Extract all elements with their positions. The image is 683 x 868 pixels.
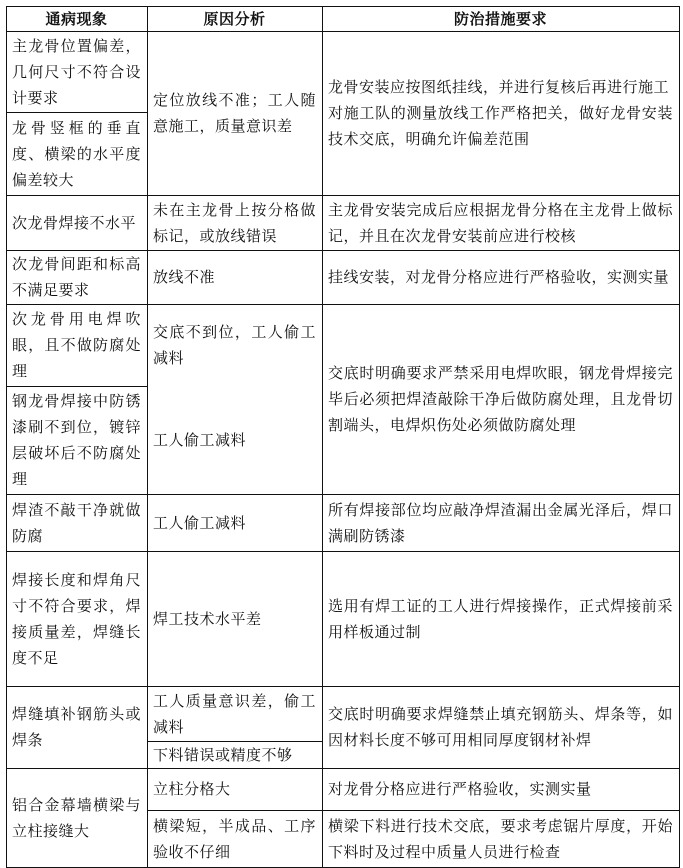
- row2-phenomenon: 龙骨竖框的垂直度、横梁的水平度偏差较大: [12, 118, 141, 189]
- row1-measure: 龙骨安装应按图纸挂线，并进行复核后再进行施工 对施工队的测量放线工作严格把关，做好龙骨安装技术交底，明确允许偏差范围: [328, 78, 673, 148]
- header-cause: 原因分析: [203, 9, 266, 28]
- row7-cause: 工人偷工减料: [153, 513, 247, 532]
- row5-measure: 交底时明确要求严禁采用电焊吹眼，钢龙骨焊接完毕后必须把焊渣敲除干净后做防腐处理，且龙骨切割端头，电焊炽伤处必须做防腐处理: [328, 364, 673, 434]
- row9-cause-2: 下料错误或精度不够: [153, 745, 293, 764]
- row7-phenomenon: 焊渣不敲干净就做防腐: [12, 500, 141, 545]
- row4-phenomenon: 次龙骨间距和标高不满足要求: [12, 255, 141, 299]
- row10-cause: 立柱分格大: [153, 780, 231, 798]
- row1-cause: 定位放线不准；工人随意施工，质量意识差: [153, 91, 316, 135]
- table-rule: [679, 6, 680, 868]
- row6-cause: 工人偷工减料: [153, 431, 247, 449]
- row9-phenomenon: 焊缝填补钢筋头或焊条: [12, 705, 141, 749]
- row9-cause: 工人质量意识差，偷工减料: [153, 691, 316, 736]
- row7-measure: 所有焊接部位均应敲净焊渣漏出金属光泽后，焊口满刷防锈漆: [328, 500, 673, 545]
- header-measure: 防治措施要求: [453, 9, 547, 28]
- row3-cause: 未在主龙骨上按分格做标记，或放线错误: [153, 200, 316, 245]
- row5-cause: 交底不到位，工人偷工减料: [153, 323, 316, 367]
- row4-measure: 挂线安装，对龙骨分格应进行严格验收，实测实量: [328, 268, 670, 286]
- row8-measure: 选用有焊工证的工人进行焊接操作，正式焊接前采用样板通过制: [328, 596, 673, 641]
- row8-phenomenon: 焊接长度和焊角尺寸不符合要求，焊接质量差，焊缝长度不足: [12, 570, 141, 667]
- row10-measure-2: 横梁下料进行技术交底，要求考虑锯片厚度，开始下料时及过程中质量人员进行检查: [328, 817, 673, 861]
- row10-phenomenon: 铝合金幕墙横梁与立柱接缝大: [12, 796, 141, 840]
- row10-cause-2: 横梁短，半成品、工序验收不仔细: [153, 817, 316, 861]
- row1-phenomenon: 主龙骨位置偏差，几何尺寸不符合设计要求: [12, 36, 141, 107]
- header-phenomenon: 通病现象: [45, 9, 108, 28]
- row5-phenomenon: 次龙骨用电焊吹眼，且不做防腐处理: [12, 310, 141, 380]
- row10-measure: 对龙骨分格应进行严格验收，实测实量: [328, 780, 592, 798]
- row3-phenomenon: 次龙骨焊接不水平: [12, 213, 137, 232]
- row4-cause: 放线不准: [153, 268, 216, 286]
- row9-measure: 交底时明确要求焊缝禁止填充钢筋头、焊条等，如因材料长度不够可用相同厚度钢材补焊: [328, 705, 673, 749]
- row6-phenomenon: 钢龙骨焊接中防锈漆刷不到位，镀锌层破坏后不防腐处理: [12, 392, 141, 488]
- row3-measure: 主龙骨安装完成后应根据龙骨分格在主龙骨上做标记，并且在次龙骨安装前应进行校核: [328, 200, 673, 245]
- row8-cause: 焊工技术水平差: [153, 609, 262, 628]
